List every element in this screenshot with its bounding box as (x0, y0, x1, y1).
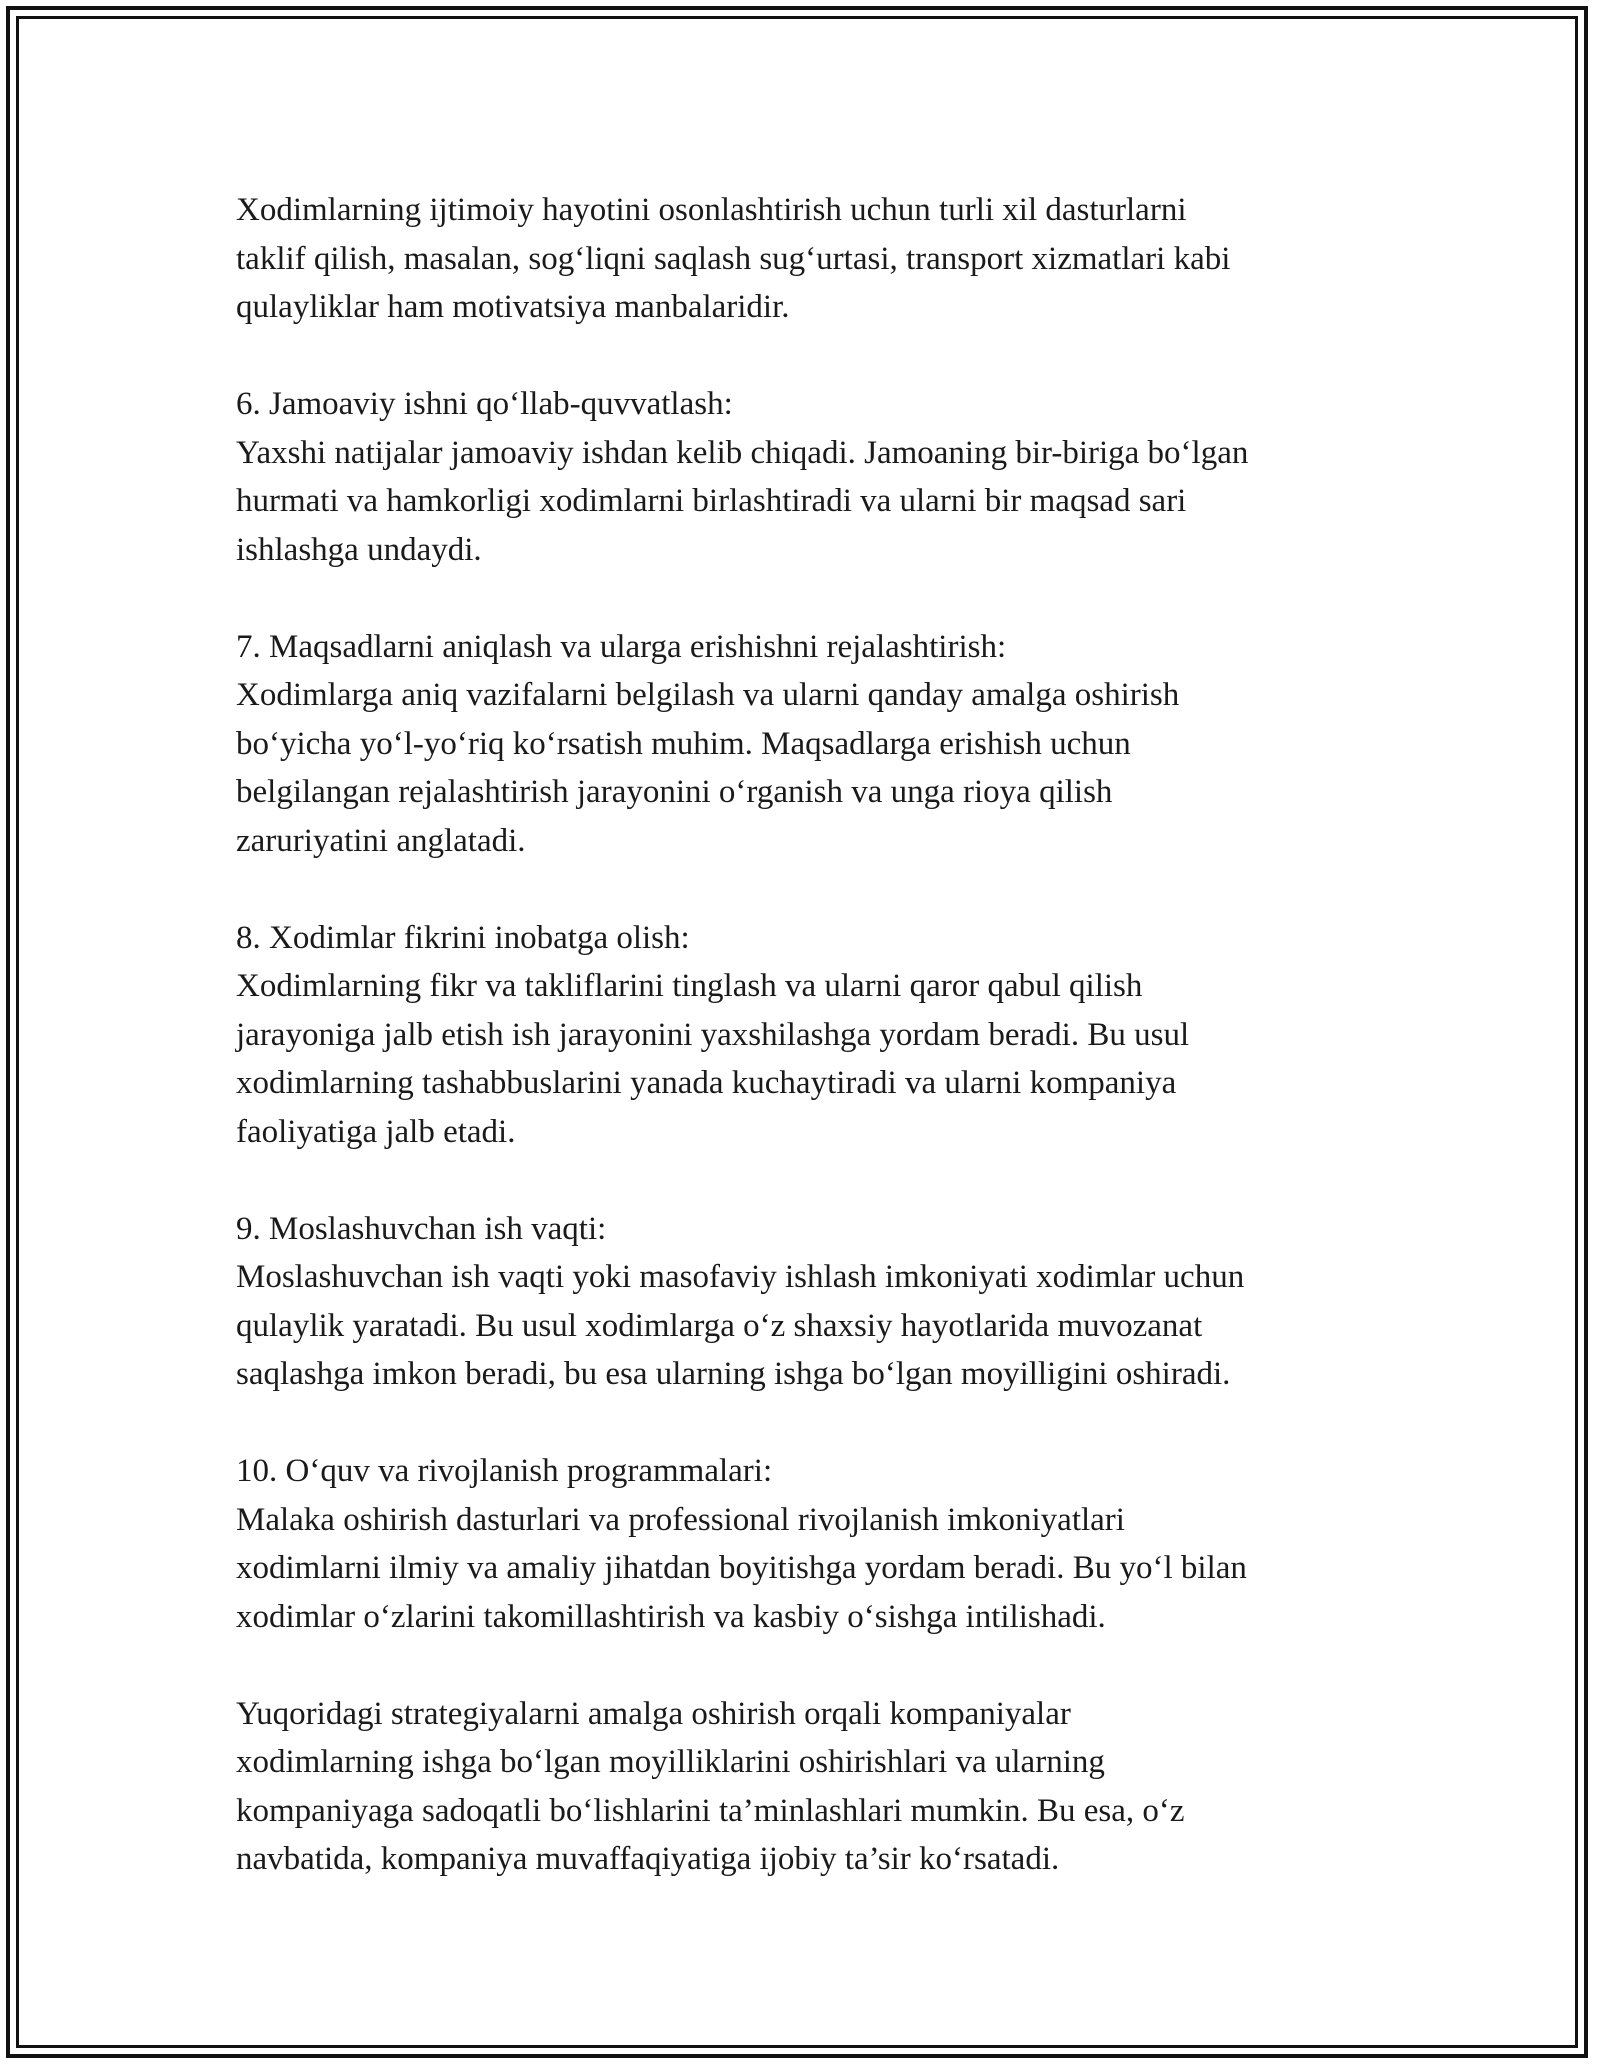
text-line: Yuqoridagi strategiyalarni amalga oshirish orqali kompaniyalar (236, 1695, 1071, 1732)
text-line: bo‘yicha yo‘l-yo‘riq ko‘rsatish muhim. Maqsadlarga erishish uchun (236, 725, 1131, 762)
text-line: xodimlarni ilmiy va amaliy jihatdan boyitishga yordam beradi. Bu yo‘l bilan (236, 1550, 1247, 1586)
text-line: qulayliklar ham motivatsiya manbalaridir. (236, 289, 790, 325)
text-line: faoliyatiga jalb etadi. (236, 1113, 516, 1150)
text-line: Moslashuvchan ish vaqti yoki masofaviy ishlash imkoniyati xodimlar uchun (236, 1259, 1245, 1295)
text-line: Malaka oshirish dasturlari va professional rivojlanish imkoniyatlari (236, 1501, 1125, 1538)
text-line: ishlashga undaydi. (236, 531, 482, 568)
text-line: Xodimlarning fikr va takliflarini tinglash va ularni qaror qabul qilish (236, 968, 1143, 1004)
paragraph (236, 380, 1396, 574)
paragraph (236, 914, 1396, 1157)
section-heading: 6. Jamoaviy ishni qo‘llab-quvvatlash: (236, 386, 733, 422)
text-line: xodimlarning ishga bo‘lgan moyilliklarini oshirishlari va ularning (236, 1744, 1105, 1780)
text-line: kompaniyaga sadoqatli bo‘lishlarini ta’minlashlari mumkin. Bu esa, o‘z (236, 1792, 1185, 1829)
paragraph (236, 186, 1396, 332)
section-heading: 7. Maqsadlarni aniqlash va ularga erishishni rejalashtirish: (236, 628, 1007, 665)
text-line: belgilangan rejalashtirish jarayonini o‘rganish va unga rioya qilish (236, 774, 1113, 810)
text-line: xodimlarning tashabbuslarini yanada kuchaytiradi va ularni kompaniya (236, 1065, 1177, 1101)
section-heading: 8. Xodimlar fikrini inobatga olish: (236, 919, 690, 956)
paragraph (236, 1205, 1396, 1399)
paragraph (236, 623, 1396, 866)
text-line: xodimlar o‘zlarini takomillashtirish va kasbiy o‘sishga intilishadi. (236, 1598, 1106, 1635)
text-line: qulaylik yaratadi. Bu usul xodimlarga o‘z shaxsiy hayotlarida muvozanat (236, 1307, 1203, 1344)
text-line: Yaxshi natijalar jamoaviy ishdan kelib chiqadi. Jamoaning bir-biriga bo‘lgan (236, 434, 1249, 471)
text-line: taklif qilish, masalan, sog‘liqni saqlash sug‘urtasi, transport xizmatlari kabi (236, 240, 1231, 277)
text-line: hurmati va hamkorligi xodimlarni birlashtiradi va ularni bir maqsad sari (236, 483, 1187, 519)
section-heading: 10. O‘quv va rivojlanish programmalari: (236, 1453, 773, 1489)
text-line: Xodimlarga aniq vazifalarni belgilash va ularni qanday amalga oshirish (236, 677, 1180, 713)
text-line: jarayoniga jalb etish ish jarayonini yaxshilashga yordam beradi. Bu usul (236, 1016, 1190, 1053)
text-line: saqlashga imkon beradi, bu esa ularning ishga bo‘lgan moyilligini oshiradi. (236, 1356, 1231, 1392)
text-line: navbatida, kompaniya muvaffaqiyatiga ijobiy ta’sir ko‘rsatadi. (236, 1841, 1060, 1877)
document-body (236, 186, 1396, 1884)
paragraph (236, 1447, 1396, 1641)
text-line: zaruriyatini anglatadi. (236, 822, 526, 859)
text-line: Xodimlarning ijtimoiy hayotini osonlashtirish uchun turli xil dasturlarni (236, 192, 1187, 228)
section-heading: 9. Moslashuvchan ish vaqti: (236, 1210, 607, 1247)
paragraph (236, 1690, 1396, 1884)
